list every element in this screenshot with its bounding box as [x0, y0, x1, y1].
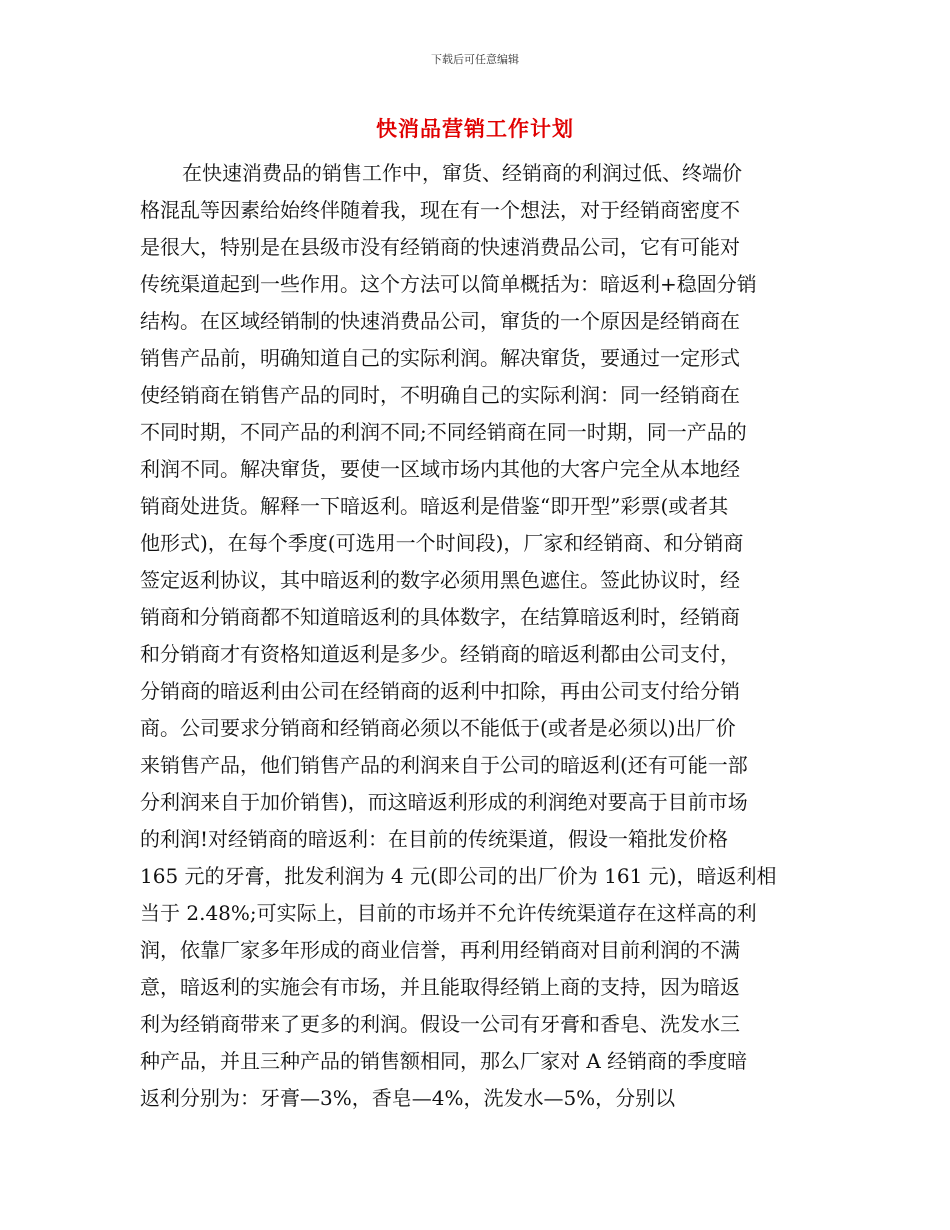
paragraph-line: 当于 2.48%;可实际上，目前的市场并不允许传统渠道存在这样高的利 — [140, 901, 757, 925]
paragraph-line: 传统渠道起到一些作用。这个方法可以简单概括为：暗返利+稳固分销 — [140, 272, 757, 296]
paragraph-line: 格混乱等因素给始终伴随着我，现在有一个想法，对于经销商密度不 — [140, 198, 740, 222]
paragraph-line: 不同时期，不同产品的利润不同;不同经销商在同一时期，同一产品的 — [140, 420, 747, 444]
paragraph-line: 来销售产品，他们销售产品的利润来自于公司的暗返利(还有可能一部 — [140, 753, 748, 777]
paragraph-line: 是很大，特别是在县级市没有经销商的快速消费品公司，它有可能对 — [140, 235, 740, 259]
paragraph-line: 利润不同。解决窜货，要使一区域市场内其他的大客户完全从本地经 — [140, 457, 740, 481]
paragraph-line: 在快速消费品的销售工作中，窜货、经销商的利润过低、终端价 — [182, 161, 742, 185]
paragraph-line: 销商处进货。解释一下暗返利。暗返利是借鉴“即开型”彩票(或者其 — [140, 494, 729, 518]
paragraph-line: 意，暗返利的实施会有市场，并且能取得经销上商的支持，因为暗返 — [140, 975, 740, 999]
paragraph-line: 结构。在区域经销制的快速消费品公司，窜货的一个原因是经销商在 — [140, 309, 740, 333]
paragraph-line: 销商和分销商都不知道暗返利的具体数字，在结算暗返利时，经销商 — [140, 605, 740, 629]
paragraph-line: 签定返利协议，其中暗返利的数字必须用黑色遮住。签此协议时，经 — [140, 568, 740, 592]
paragraph-line: 使经销商在销售产品的同时，不明确自己的实际利润：同一经销商在 — [140, 383, 740, 407]
header-note: 下载后可任意编辑 — [431, 53, 519, 66]
paragraph-line: 分销商的暗返利由公司在经销商的返利中扣除，再由公司支付给分销 — [140, 679, 740, 703]
paragraph-line: 分利润来自于加价销售)，而这暗返利形成的利润绝对要高于目前市场 — [140, 790, 748, 814]
paragraph-line: 销售产品前，明确知道自己的实际利润。解决窜货，要通过一定形式 — [140, 346, 740, 370]
paragraph-line: 润，依靠厂家多年形成的商业信誉，再利用经销商对目前利润的不满 — [140, 938, 740, 962]
paragraph-line: 利为经销商带来了更多的利润。假设一公司有牙膏和香皂、洗发水三 — [140, 1012, 740, 1036]
paragraph-line: 商。公司要求分销商和经销商必须以不能低于(或者是必须以)出厂价 — [140, 716, 736, 740]
body-paragraph — [140, 155, 800, 1117]
paragraph-line: 165 元的牙膏，批发利润为 4 元(即公司的出厂价为 161 元)，暗返利相 — [140, 864, 777, 888]
paragraph-line: 的利润!对经销商的暗返利：在目前的传统渠道，假设一箱批发价格 — [140, 827, 729, 851]
paragraph-line: 种产品，并且三种产品的销售额相同，那么厂家对 A 经销商的季度暗 — [140, 1049, 748, 1073]
paragraph-line: 返利分别为：牙膏—3%，香皂—4%，洗发水—5%，分别以 — [140, 1086, 676, 1110]
paragraph-line: 他形式)，在每个季度(可选用一个时间段)，厂家和经销商、和分销商 — [140, 531, 744, 555]
paragraph-line: 和分销商才有资格知道返利是多少。经销商的暗返利都由公司支付， — [140, 642, 740, 666]
document-title: 快消品营销工作计划 — [376, 116, 574, 141]
